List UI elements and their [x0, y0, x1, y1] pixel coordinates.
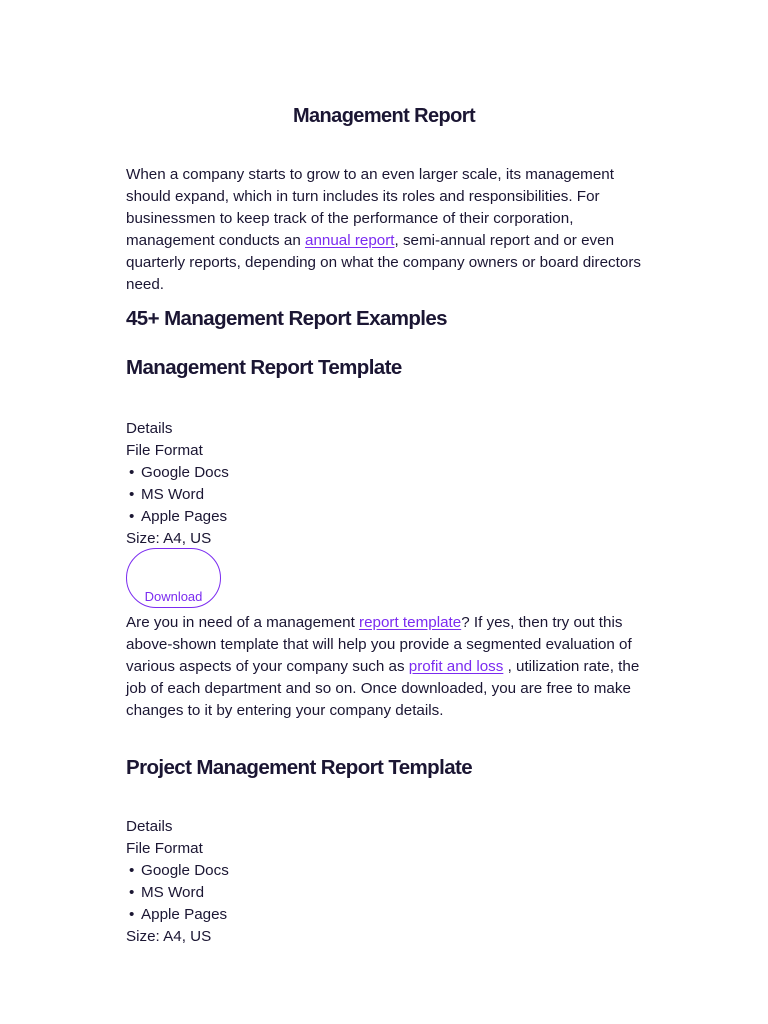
size-label: Size: A4, US: [126, 928, 212, 945]
details-label: Details: [126, 420, 173, 437]
bullet-icon: •: [129, 486, 135, 503]
format-label: Google Docs: [141, 862, 229, 879]
template-description: [126, 612, 646, 722]
template-heading: Management Report Template: [126, 356, 402, 379]
template-details: [126, 418, 229, 550]
bullet-icon: •: [129, 862, 135, 879]
size-label: Size: A4, US: [126, 530, 212, 547]
download-button[interactable]: Download: [126, 548, 221, 608]
format-label: Apple Pages: [141, 906, 228, 923]
intro-paragraph: [126, 164, 642, 296]
bullet-icon: •: [129, 464, 135, 481]
desc-text-3: , utilization rate, the job of each department and so on. Once downloaded, you are free to make changes to it by entering your company details.: [126, 658, 640, 719]
profit-and-loss-link[interactable]: profit and loss: [408, 658, 504, 675]
format-label: Google Docs: [141, 464, 229, 481]
report-template-link[interactable]: report template: [359, 614, 462, 631]
format-item: [126, 882, 229, 904]
details-label: Details: [126, 818, 173, 835]
format-label: Apple Pages: [141, 508, 228, 525]
format-item: [126, 860, 229, 882]
intro-text-after: , semi-annual report and or even quarterly reports, depending on what the company owners or board directors need.: [126, 232, 641, 293]
file-format-label: File Format: [126, 840, 203, 857]
file-format-label: File Format: [126, 442, 203, 459]
page-title: Management Report: [292, 105, 476, 127]
desc-text-1: Are you in need of a management: [126, 614, 360, 631]
format-item: [126, 484, 229, 506]
project-template-details: [126, 816, 229, 948]
format-item: [126, 904, 229, 926]
bullet-icon: •: [129, 906, 135, 923]
format-label: MS Word: [141, 486, 205, 503]
project-template-heading: Project Management Report Template: [126, 756, 473, 779]
bullet-icon: •: [129, 884, 135, 901]
intro-text-before: When a company starts to grow to an even larger scale, its management should expand, which in turn includes its roles and responsibilities. For businessmen to keep track of the performance of their corporation, management conducts an: [126, 166, 614, 249]
format-item: [126, 462, 229, 484]
format-label: MS Word: [141, 884, 205, 901]
examples-heading: 45+ Management Report Examples: [126, 307, 447, 330]
bullet-icon: •: [129, 508, 135, 525]
annual-report-link[interactable]: annual report: [305, 232, 395, 249]
format-item: [126, 506, 229, 528]
desc-text-2: ? If yes, then try out this above-shown template that will help you provide a segmented evaluation of various aspects of your company such as: [126, 614, 632, 675]
